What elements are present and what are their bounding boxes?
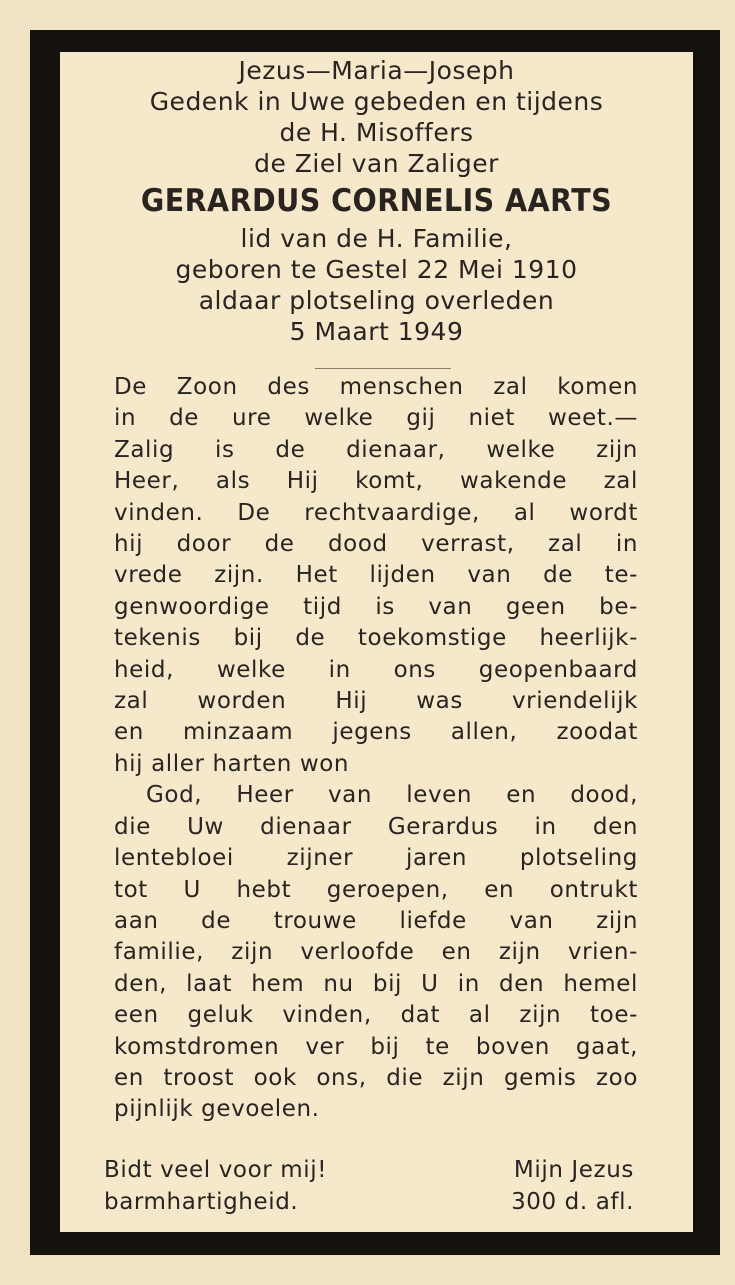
text-line: komstdromen ver bij te boven gaat, xyxy=(114,1033,638,1060)
text-line: aan de trouwe liefde van zijn xyxy=(114,907,638,934)
indulgence-row xyxy=(104,1186,634,1218)
prayer-request: Bidt veel voor mij! xyxy=(104,1157,328,1183)
invocation: Jezus—Maria—Joseph xyxy=(238,56,515,85)
mass-line: de H. Misoffers xyxy=(279,118,474,147)
mercy-word: barmhartigheid. xyxy=(104,1189,299,1215)
text-line: een geluk vinden, dat al zijn toe- xyxy=(114,1002,638,1029)
indulgence: 300 d. afl. xyxy=(511,1189,634,1215)
text-line: lentebloei zijner jaren plotseling xyxy=(114,845,638,872)
text-line: familie, zijn verloofde en zijn vrien- xyxy=(114,939,638,966)
text-line: tot U hebt geroepen, en ontrukt xyxy=(114,876,638,903)
deceased-name: GERARDUS CORNELIS AARTS xyxy=(140,183,613,219)
text-line: hij door de dood verrast, zal in xyxy=(114,531,638,558)
card-footer xyxy=(104,1154,634,1218)
birth-line: geboren te Gestel 22 Mei 1910 xyxy=(175,255,578,284)
text-line: hij aller harten won xyxy=(114,750,350,777)
text-line: den, laat hem nu bij U in den hemel xyxy=(114,970,638,997)
text-line: vinden. De rechtvaardige, al wordt xyxy=(114,499,638,526)
prayer-request-line: Gedenk in Uwe gebeden en tijdens xyxy=(149,87,604,116)
card-header xyxy=(60,55,693,347)
death-line: aldaar plotseling overleden xyxy=(198,286,555,315)
text-line: Zalig is de dienaar, welke zijn xyxy=(114,436,638,463)
text-line: Heer, als Hij komt, wakende zal xyxy=(114,468,638,495)
soul-line: de Ziel van Zaliger xyxy=(254,149,499,178)
membership-line: lid van de H. Familie, xyxy=(240,224,513,253)
text-line: en minzaam jegens allen, zoodat xyxy=(114,719,638,746)
card-text xyxy=(114,372,638,1126)
text-line: in de ure welke gij niet weet.— xyxy=(114,405,638,432)
death-date: 5 Maart 1949 xyxy=(289,317,464,346)
prayer-row xyxy=(104,1154,634,1186)
text-line: zal worden Hij was vriendelijk xyxy=(114,688,638,715)
text-line: God, Heer van leven en dood, xyxy=(146,782,638,809)
text-line: en troost ook ons, die zijn gemis zoo xyxy=(114,1064,638,1091)
text-line: heid, welke in ons geopenbaard xyxy=(114,656,638,683)
text-line: vrede zijn. Het lijden van de te- xyxy=(114,562,638,589)
text-line: die Uw dienaar Gerardus in den xyxy=(114,813,638,840)
text-line: genwoordige tijd is van geen be- xyxy=(114,593,638,620)
divider xyxy=(315,368,451,369)
text-line: tekenis bij de toekomstige heerlijk- xyxy=(114,625,638,652)
ejaculation: Mijn Jezus xyxy=(513,1157,634,1183)
text-line: De Zoon des menschen zal komen xyxy=(114,374,638,400)
text-line: pijnlijk gevoelen. xyxy=(114,1096,320,1123)
